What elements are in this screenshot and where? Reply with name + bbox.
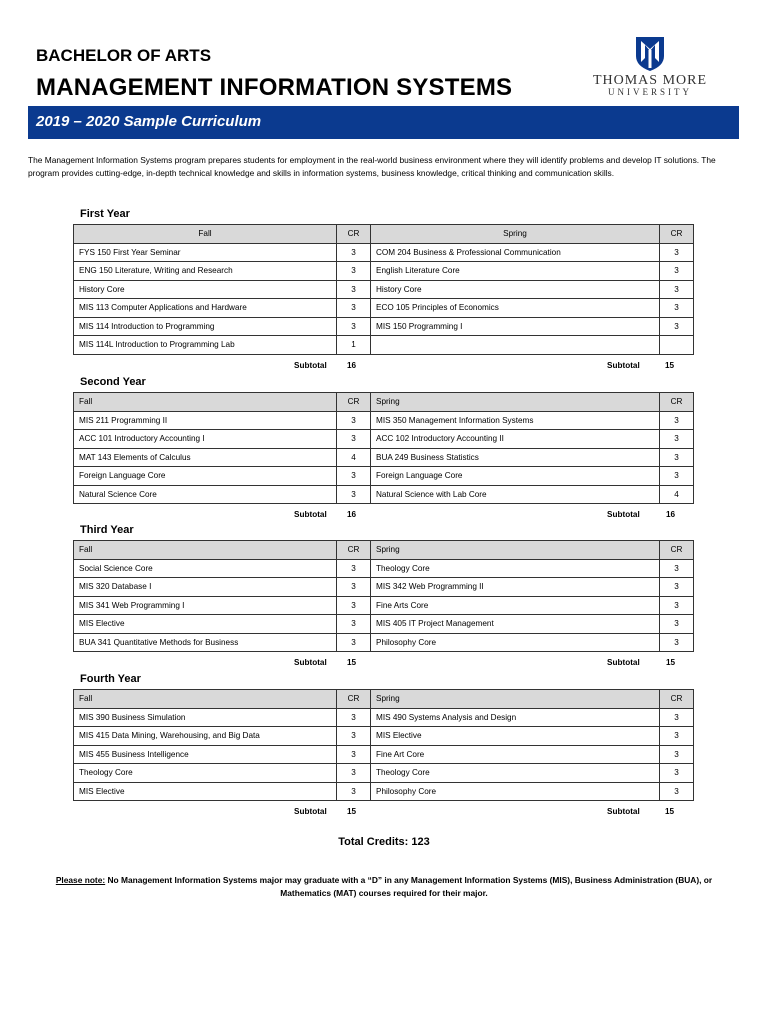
cr-header: CR	[337, 225, 371, 244]
spring-credits: 3	[660, 615, 694, 634]
fall-header: Fall	[74, 393, 337, 412]
fall-course: FYS 150 First Year Seminar	[74, 243, 337, 262]
fall-subtotal: 16	[347, 361, 357, 370]
spring-course: ACC 102 Introductory Accounting II	[371, 430, 660, 449]
cr-header: CR	[337, 690, 371, 709]
fall-course: Natural Science Core	[74, 485, 337, 504]
spring-credits: 3	[660, 708, 694, 727]
table-row	[74, 448, 694, 467]
spring-subtotal: 15	[665, 361, 675, 370]
fall-credits: 3	[337, 559, 371, 578]
fall-credits: 4	[337, 448, 371, 467]
fall-subtotal: 16	[347, 510, 357, 519]
fall-credits: 3	[337, 430, 371, 449]
fall-course: History Core	[74, 280, 337, 299]
spring-header: Spring	[371, 541, 660, 560]
table-row	[74, 578, 694, 597]
major-title: MANAGEMENT INFORMATION SYSTEMS	[36, 74, 513, 101]
note-text: No Management Information Systems major may graduate with a “D” in any Management Information Systems (MIS), Business Administration (BUA), or Mathematics (MAT) courses required for their major.	[105, 875, 713, 898]
fall-credits: 3	[337, 299, 371, 318]
spring-course: Fine Arts Core	[371, 596, 660, 615]
spring-subtotal: 16	[666, 510, 676, 519]
cr-header: CR	[660, 225, 694, 244]
table-header-row	[74, 225, 694, 244]
spring-course: ECO 105 Principles of Economics	[371, 299, 660, 318]
spring-subtotal: 15	[665, 807, 675, 816]
spring-credits: 3	[660, 411, 694, 430]
spring-course: MIS 405 IT Project Management	[371, 615, 660, 634]
spring-header: Spring	[371, 393, 660, 412]
table-row	[74, 745, 694, 764]
fall-course: Foreign Language Core	[74, 467, 337, 486]
spring-course: Theology Core	[371, 764, 660, 783]
table-row	[74, 336, 694, 355]
fall-course: ACC 101 Introductory Accounting I	[74, 430, 337, 449]
year-title: Second Year	[80, 376, 146, 388]
fall-credits: 3	[337, 782, 371, 801]
fall-credits: 3	[337, 411, 371, 430]
spring-course: Philosophy Core	[371, 782, 660, 801]
spring-credits: 3	[660, 745, 694, 764]
spring-credits: 3	[660, 299, 694, 318]
table-row	[74, 764, 694, 783]
table-row	[74, 243, 694, 262]
spring-credits	[660, 336, 694, 355]
table-row	[74, 596, 694, 615]
fall-credits: 3	[337, 596, 371, 615]
spring-credits: 4	[660, 485, 694, 504]
spring-header: Spring	[371, 690, 660, 709]
shield-icon	[635, 36, 665, 72]
fall-credits: 3	[337, 280, 371, 299]
cr-header: CR	[660, 690, 694, 709]
cr-header: CR	[337, 393, 371, 412]
spring-course: Philosophy Core	[371, 633, 660, 652]
table-header-row	[74, 541, 694, 560]
fall-course: MIS 320 Database I	[74, 578, 337, 597]
program-description: The Management Information Systems program prepares students for employment in the real-world business environment where they will identify problems and develop IT solutions. The program provides cutting-edge, in-depth technical knowledge and skills in information systems, business knowledge, critical thinking and communication skills.	[28, 155, 716, 178]
fall-credits: 3	[337, 727, 371, 746]
curriculum-table	[73, 540, 694, 652]
cr-header: CR	[337, 541, 371, 560]
subtotal-label: Subtotal	[607, 361, 640, 370]
table-header-row	[74, 690, 694, 709]
table-row	[74, 467, 694, 486]
fall-credits: 3	[337, 578, 371, 597]
table-row	[74, 615, 694, 634]
spring-credits: 3	[660, 467, 694, 486]
subtotal-label: Subtotal	[607, 807, 640, 816]
degree-title: BACHELOR OF ARTS	[36, 46, 212, 65]
spring-course: MIS 342 Web Programming II	[371, 578, 660, 597]
table-header-row	[74, 393, 694, 412]
spring-credits: 3	[660, 559, 694, 578]
year-title: Fourth Year	[80, 673, 141, 685]
note-label: Please note:	[55, 875, 106, 885]
fall-course: Social Science Core	[74, 559, 337, 578]
curriculum-table	[73, 392, 694, 504]
fall-course: BUA 341 Quantitative Methods for Business	[74, 633, 337, 652]
table-row	[74, 633, 694, 652]
spring-course: COM 204 Business & Professional Communication	[371, 243, 660, 262]
spring-subtotal: 15	[666, 658, 676, 667]
fall-credits: 1	[337, 336, 371, 355]
fall-header: Fall	[74, 541, 337, 560]
table-row	[74, 727, 694, 746]
table-row	[74, 317, 694, 336]
fall-subtotal: 15	[347, 658, 357, 667]
fall-credits: 3	[337, 708, 371, 727]
subtotal-label: Subtotal	[294, 658, 327, 667]
graduation-note	[34, 874, 734, 900]
fall-course: Theology Core	[74, 764, 337, 783]
spring-course: Fine Art Core	[371, 745, 660, 764]
table-row	[74, 559, 694, 578]
fall-course: MIS 211 Programming II	[74, 411, 337, 430]
spring-course: MIS 350 Management Information Systems	[371, 411, 660, 430]
spring-credits: 3	[660, 596, 694, 615]
fall-header: Fall	[74, 690, 337, 709]
subtotal-label: Subtotal	[607, 658, 640, 667]
logo-line-1: THOMAS MORE	[592, 73, 708, 88]
fall-credits: 3	[337, 745, 371, 764]
spring-course: BUA 249 Business Statistics	[371, 448, 660, 467]
fall-credits: 3	[337, 615, 371, 634]
curriculum-banner	[28, 106, 739, 139]
fall-course: MAT 143 Elements of Calculus	[74, 448, 337, 467]
banner-title: 2019 – 2020 Sample Curriculum	[36, 113, 262, 130]
fall-course: MIS 341 Web Programming I	[74, 596, 337, 615]
subtotal-label: Subtotal	[294, 807, 327, 816]
spring-course: English Literature Core	[371, 262, 660, 281]
spring-course	[371, 336, 660, 355]
spring-credits: 3	[660, 633, 694, 652]
fall-course: MIS 415 Data Mining, Warehousing, and Big Data	[74, 727, 337, 746]
table-row	[74, 708, 694, 727]
spring-course: MIS Elective	[371, 727, 660, 746]
spring-credits: 3	[660, 764, 694, 783]
logo-line-2: UNIVERSITY	[608, 87, 692, 97]
fall-credits: 3	[337, 317, 371, 336]
fall-course: MIS Elective	[74, 615, 337, 634]
spring-header: Spring	[371, 225, 660, 244]
spring-credits: 3	[660, 262, 694, 281]
fall-credits: 3	[337, 633, 371, 652]
fall-course: MIS 390 Business Simulation	[74, 708, 337, 727]
table-row	[74, 430, 694, 449]
table-row	[74, 280, 694, 299]
fall-course: MIS 114L Introduction to Programming Lab	[74, 336, 337, 355]
spring-course: Natural Science with Lab Core	[371, 485, 660, 504]
fall-subtotal: 15	[347, 807, 357, 816]
spring-credits: 3	[660, 280, 694, 299]
year-title: Third Year	[80, 524, 134, 536]
fall-credits: 3	[337, 764, 371, 783]
spring-course: History Core	[371, 280, 660, 299]
spring-credits: 3	[660, 727, 694, 746]
spring-credits: 3	[660, 448, 694, 467]
curriculum-table	[73, 689, 694, 801]
subtotal-label: Subtotal	[294, 510, 327, 519]
fall-course: MIS 114 Introduction to Programming	[74, 317, 337, 336]
table-row	[74, 299, 694, 318]
spring-credits: 3	[660, 782, 694, 801]
spring-course: Foreign Language Core	[371, 467, 660, 486]
cr-header: CR	[660, 541, 694, 560]
spring-credits: 3	[660, 317, 694, 336]
spring-course: Theology Core	[371, 559, 660, 578]
fall-course: MIS Elective	[74, 782, 337, 801]
fall-course: ENG 150 Literature, Writing and Research	[74, 262, 337, 281]
table-row	[74, 485, 694, 504]
university-logo	[585, 36, 715, 106]
cr-header: CR	[660, 393, 694, 412]
subtotal-label: Subtotal	[607, 510, 640, 519]
spring-credits: 3	[660, 578, 694, 597]
subtotal-label: Subtotal	[294, 361, 327, 370]
table-row	[74, 411, 694, 430]
table-row	[74, 782, 694, 801]
fall-header: Fall	[74, 225, 337, 244]
spring-course: MIS 490 Systems Analysis and Design	[371, 708, 660, 727]
total-credits: Total Credits: 123	[338, 836, 430, 848]
fall-course: MIS 455 Business Intelligence	[74, 745, 337, 764]
spring-course: MIS 150 Programming I	[371, 317, 660, 336]
fall-credits: 3	[337, 243, 371, 262]
spring-credits: 3	[660, 430, 694, 449]
curriculum-table	[73, 224, 694, 355]
table-row	[74, 262, 694, 281]
spring-credits: 3	[660, 243, 694, 262]
fall-credits: 3	[337, 485, 371, 504]
fall-credits: 3	[337, 467, 371, 486]
fall-course: MIS 113 Computer Applications and Hardware	[74, 299, 337, 318]
year-title: First Year	[80, 208, 130, 220]
fall-credits: 3	[337, 262, 371, 281]
